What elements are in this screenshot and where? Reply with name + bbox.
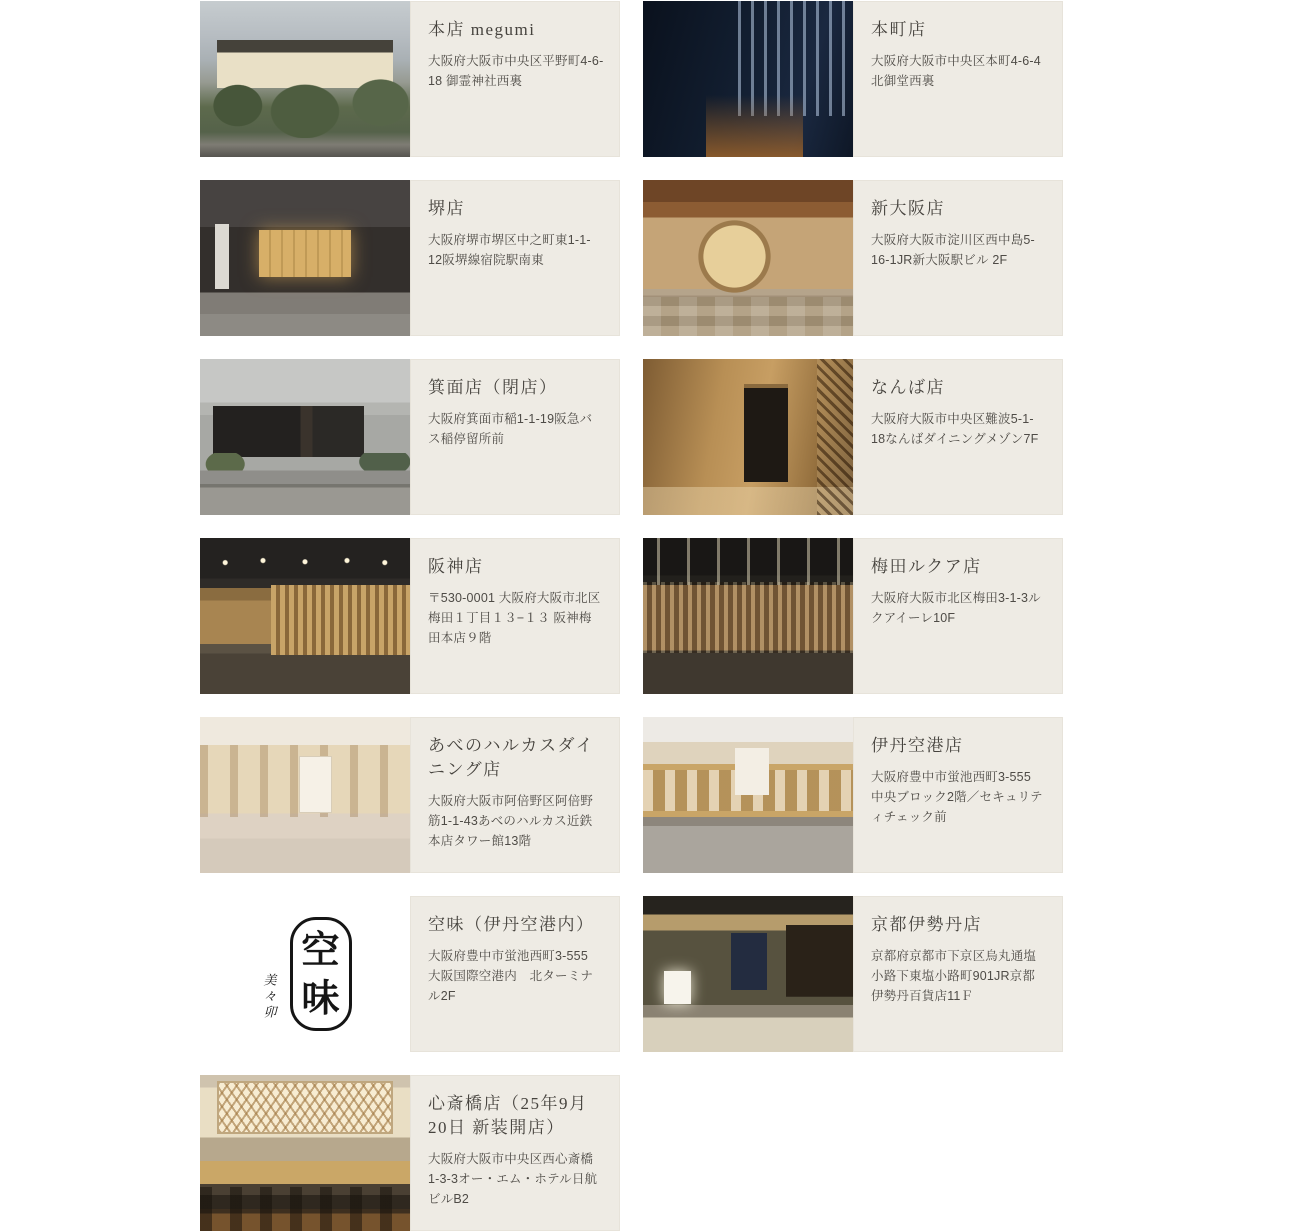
store-photo-gold-interior-dark-noren	[643, 359, 853, 515]
store-address: 大阪府大阪市中央区本町4-6-4北御堂西裏	[871, 53, 1041, 89]
store-info-panel	[410, 180, 620, 336]
store-info-panel	[853, 717, 1063, 873]
store-photo-wood-interior-round-gate-checkered-floor	[643, 180, 853, 336]
kuumi-seal-char-bottom: 味	[301, 975, 340, 1021]
store-address: 〒530-0001 大阪府大阪市北区梅田１丁目１３−１３ 阪神梅田本店９階	[428, 590, 601, 646]
store-address: 大阪府箕面市稲1-1-19阪急バス稲停留所前	[428, 411, 593, 447]
store-name: なんば店	[871, 378, 945, 397]
kuumi-logo-image	[200, 896, 410, 1052]
store-photo-dusk-facade-glowing-windows	[200, 180, 410, 336]
store-info-panel	[853, 538, 1063, 694]
store-name: あべのハルカスダイニング店	[428, 736, 595, 779]
store-info-panel	[410, 1075, 620, 1231]
store-info-panel	[853, 1, 1063, 157]
store-name: 梅田ルクア店	[871, 557, 982, 576]
store-card-umeda-lucua[interactable]	[643, 538, 1063, 694]
kuumi-seal-char-top: 空	[301, 926, 340, 972]
store-name: 堺店	[428, 199, 465, 218]
store-card-hanshin[interactable]	[200, 538, 620, 694]
store-card-honten[interactable]	[200, 1, 620, 157]
store-card-sakai[interactable]	[200, 180, 620, 336]
store-address: 大阪府豊中市蛍池西町3-555 大阪国際空港内 北ターミナル2F	[428, 948, 601, 1004]
store-info-panel	[853, 896, 1063, 1052]
store-name: 箕面店（閉店）	[428, 378, 558, 397]
store-photo-spotlit-wood-slat-facade	[643, 538, 853, 694]
store-name: 阪神店	[428, 557, 484, 576]
store-photo-lattice-ceiling-dining-room	[200, 1075, 410, 1231]
store-card-itami-airport[interactable]	[643, 717, 1063, 873]
kuumi-logo-seal	[290, 917, 352, 1031]
store-photo-dark-interior-lightbox-sign-navy-noren	[643, 896, 853, 1052]
store-card-namba[interactable]	[643, 359, 1063, 515]
store-card-abeno-harukas[interactable]	[200, 717, 620, 873]
store-photo-night-facade-vertical-slats	[643, 1, 853, 157]
kuumi-logo-signature: 美々卯	[260, 973, 276, 1021]
store-info-panel	[853, 359, 1063, 515]
store-card-kuumi[interactable]	[200, 896, 620, 1052]
store-name: 伊丹空港店	[871, 736, 964, 755]
store-name: 心斎橋店（25年9月20日 新装開店）	[428, 1094, 588, 1137]
store-card-kyoto-isetan[interactable]	[643, 896, 1063, 1052]
store-info-panel	[410, 1, 620, 157]
store-photo-daytime-traditional-facade-with-garden	[200, 1, 410, 157]
store-info-panel	[410, 359, 620, 515]
store-address: 大阪府堺市堺区中之町東1-1-12阪堺線宿院駅南東	[428, 232, 591, 268]
store-name: 空味（伊丹空港内）	[428, 915, 595, 934]
store-address: 大阪府豊中市蛍池西町3-555 中央ブロック2階／セキュリティチェック前	[871, 769, 1044, 825]
store-address: 大阪府大阪市北区梅田3-1-3ルクアイーレ10F	[871, 590, 1041, 626]
store-name: 本店 megumi	[428, 20, 536, 39]
store-info-panel	[410, 717, 620, 873]
store-card-shin-osaka[interactable]	[643, 180, 1063, 336]
store-info-panel	[410, 896, 620, 1052]
store-address: 大阪府大阪市淀川区西中島5-16-1JR新大阪駅ビル 2F	[871, 232, 1035, 268]
store-info-panel	[853, 180, 1063, 336]
store-photo-dark-wood-slat-entrance-spotlights	[200, 538, 410, 694]
store-photo-bright-wood-interior-white-noren	[200, 717, 410, 873]
store-info-panel	[410, 538, 620, 694]
store-name: 新大阪店	[871, 199, 945, 218]
store-card-shinsaibashi[interactable]	[200, 1075, 620, 1231]
store-address: 京都府京都市下京区烏丸通塩小路下東塩小路町901JR京都伊勢丹百貨店11Ｆ	[871, 948, 1037, 1004]
store-address: 大阪府大阪市中央区難波5-1-18なんばダイニングメゾン7F	[871, 411, 1039, 447]
store-name: 京都伊勢丹店	[871, 915, 982, 934]
store-address: 大阪府大阪市中央区平野町4-6-18 御霊神社西裏	[428, 53, 604, 89]
store-photo-bright-airport-storefront	[643, 717, 853, 873]
store-address: 大阪府大阪市中央区西心斎橋1-3-3オー・エム・ホテル日航ビルB2	[428, 1151, 598, 1207]
store-photo-roadside-black-building-with-greenery	[200, 359, 410, 515]
store-name: 本町店	[871, 20, 927, 39]
store-card-minoo[interactable]	[200, 359, 620, 515]
kuumi-logo	[259, 896, 352, 1052]
store-address: 大阪府大阪市阿倍野区阿倍野筋1-1-43あべのハルカス近鉄本店タワー館13階	[428, 793, 594, 849]
store-location-grid	[200, 1, 1063, 1231]
store-card-honmachi[interactable]	[643, 1, 1063, 157]
